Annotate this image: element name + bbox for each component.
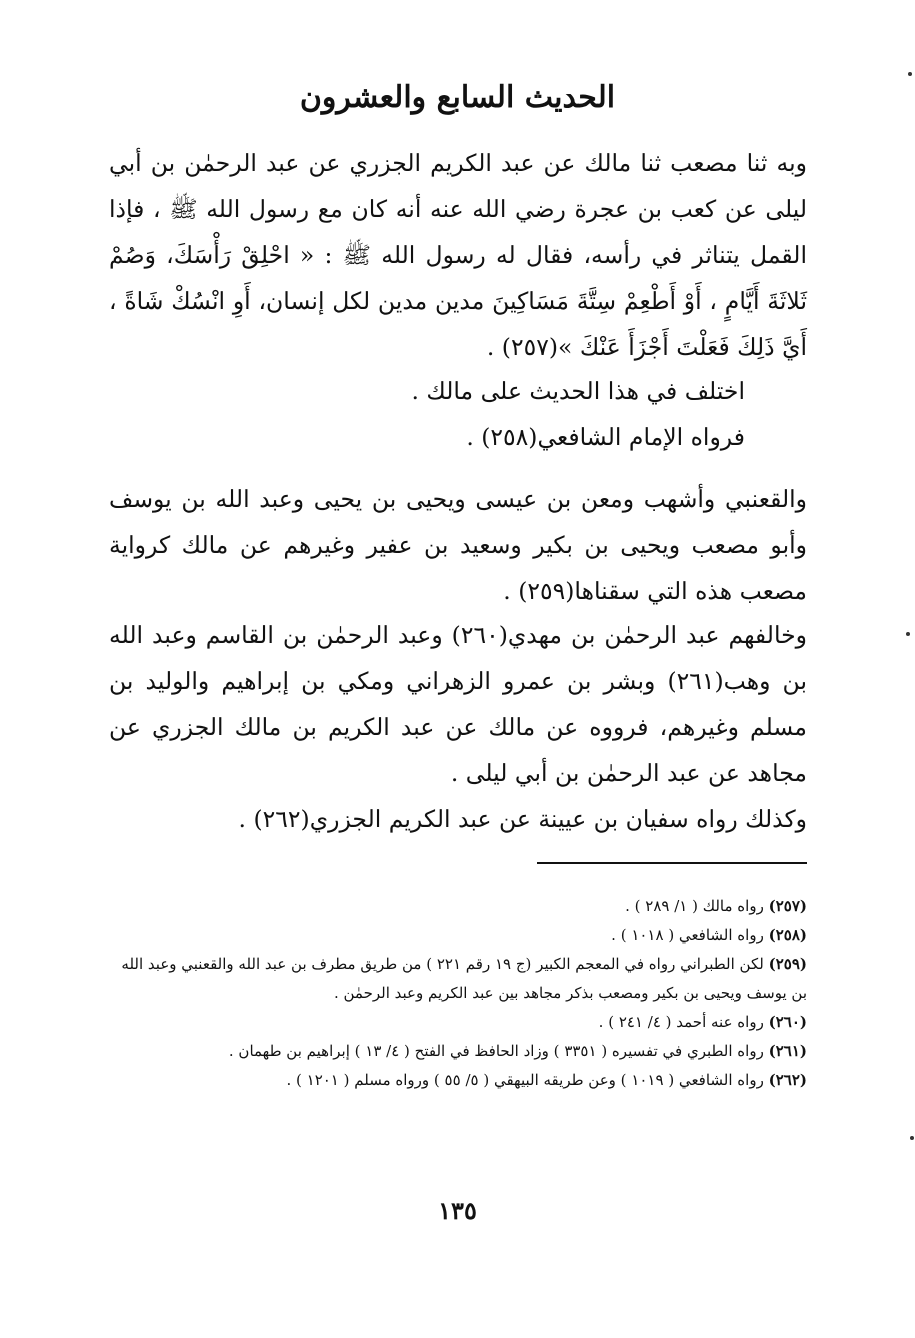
scan-speck xyxy=(908,72,912,76)
footnote-number: (٢٥٨) xyxy=(768,926,807,944)
footnote-number: (٢٥٩) xyxy=(768,955,807,973)
scan-speck xyxy=(906,632,910,636)
paragraph-ibn-uyaynah: وكذلك رواه سفيان بن عيينة عن عبد الكريم الجزري(٢٦٢) . xyxy=(238,805,807,833)
footnote-text: رواه مالك ( ١/ ٢٨٩ ) . xyxy=(625,897,764,915)
footnote-item xyxy=(109,892,807,921)
footnote-item xyxy=(109,1066,807,1095)
footnote-item xyxy=(109,1037,807,1066)
footnote-text: لكن الطبراني رواه في المعجم الكبير (ج ١٩ رقم ٢٢١ ) من طريق مطرف بن عبد الله والقعنبي وعبد الله بن يوسف ويحيى بن بكير ومصعب بذكر مجاهد بين عبد الكريم وعبد الرحمٰن . xyxy=(121,955,807,1002)
footnote-separator xyxy=(537,862,807,864)
paragraph-hadith-text: وبه ثنا مصعب ثنا مالك عن عبد الكريم الجزري عن عبد الرحمٰن بن أبي ليلى عن كعب بن عجرة رضي الله عنه أنه كان مع رسول الله ﷺ ، فإذا القمل يتناثر في رأسه، فقال له رسول الله ﷺ : « احْلِقْ رَأْسَكَ، وَصُمْ ثَلاثَةَ أَيَّامٍ ، أَوْ أَطْعِمْ سِتَّةَ مَسَاكِينَ مدين مدين لكل إنسان، أَوِ انْسُكْ شَاةً ، أَيَّ ذَلِكَ فَعَلْتَ أَجْزَأَ عَنْكَ »(٢٥٧) . xyxy=(109,149,807,361)
page-number: ١٣٥ xyxy=(438,1196,477,1225)
footnotes-list xyxy=(109,892,807,1095)
footnote-number: (٢٦١) xyxy=(768,1042,807,1060)
footnote-text: رواه الشافعي ( ١٠١٩ ) وعن طريقه البيهقي ( ٥/ ٥٥ ) ورواه مسلم ( ١٢٠١ ) . xyxy=(286,1071,764,1089)
footnote-number: (٢٦٠) xyxy=(768,1013,807,1031)
footnote-item xyxy=(109,950,807,1008)
paragraph-narrators: والقعنبي وأشهب ومعن بن عيسى ويحيى بن يحيى وعبد الله بن يوسف وأبو مصعب ويحيى بن بكير وسعيد بن عفير وغيرهم عن مالك كرواية مصعب هذه التي سقناها(٢٥٩) . xyxy=(109,485,807,605)
scan-speck xyxy=(910,1136,914,1140)
chapter-title: الحديث السابع والعشرون xyxy=(299,80,616,115)
footnote-number: (٢٥٧) xyxy=(768,897,807,915)
footnote-item xyxy=(109,1008,807,1037)
paragraph-disagreement: اختلف في هذا الحديث على مالك . فرواه الإمام الشافعي(٢٥٨) . xyxy=(411,377,745,451)
footnote-number: (٢٦٢) xyxy=(768,1071,807,1089)
footnote-text: رواه الشافعي ( ١٠١٨ ) . xyxy=(611,926,764,944)
footnote-text: رواه عنه أحمد ( ٤/ ٢٤١ ) . xyxy=(598,1013,764,1031)
footnote-item xyxy=(109,921,807,950)
footnote-text: رواه الطبري في تفسيره ( ٣٣٥١ ) وزاد الحافظ في الفتح ( ٤/ ١٣ ) إبراهيم بن طهمان . xyxy=(228,1042,764,1060)
paragraph-opposing-narrators: وخالفهم عبد الرحمٰن بن مهدي(٢٦٠) وعبد الرحمٰن بن القاسم وعبد الله بن وهب(٢٦١) وبشر بن عمرو الزهراني ومكي بن إبراهيم والوليد بن مسلم وغيرهم، فرووه عن مالك عن عبد الكريم بن مالك الجزري عن مجاهد عن عبد الرحمٰن بن أبي ليلى . xyxy=(109,621,807,787)
